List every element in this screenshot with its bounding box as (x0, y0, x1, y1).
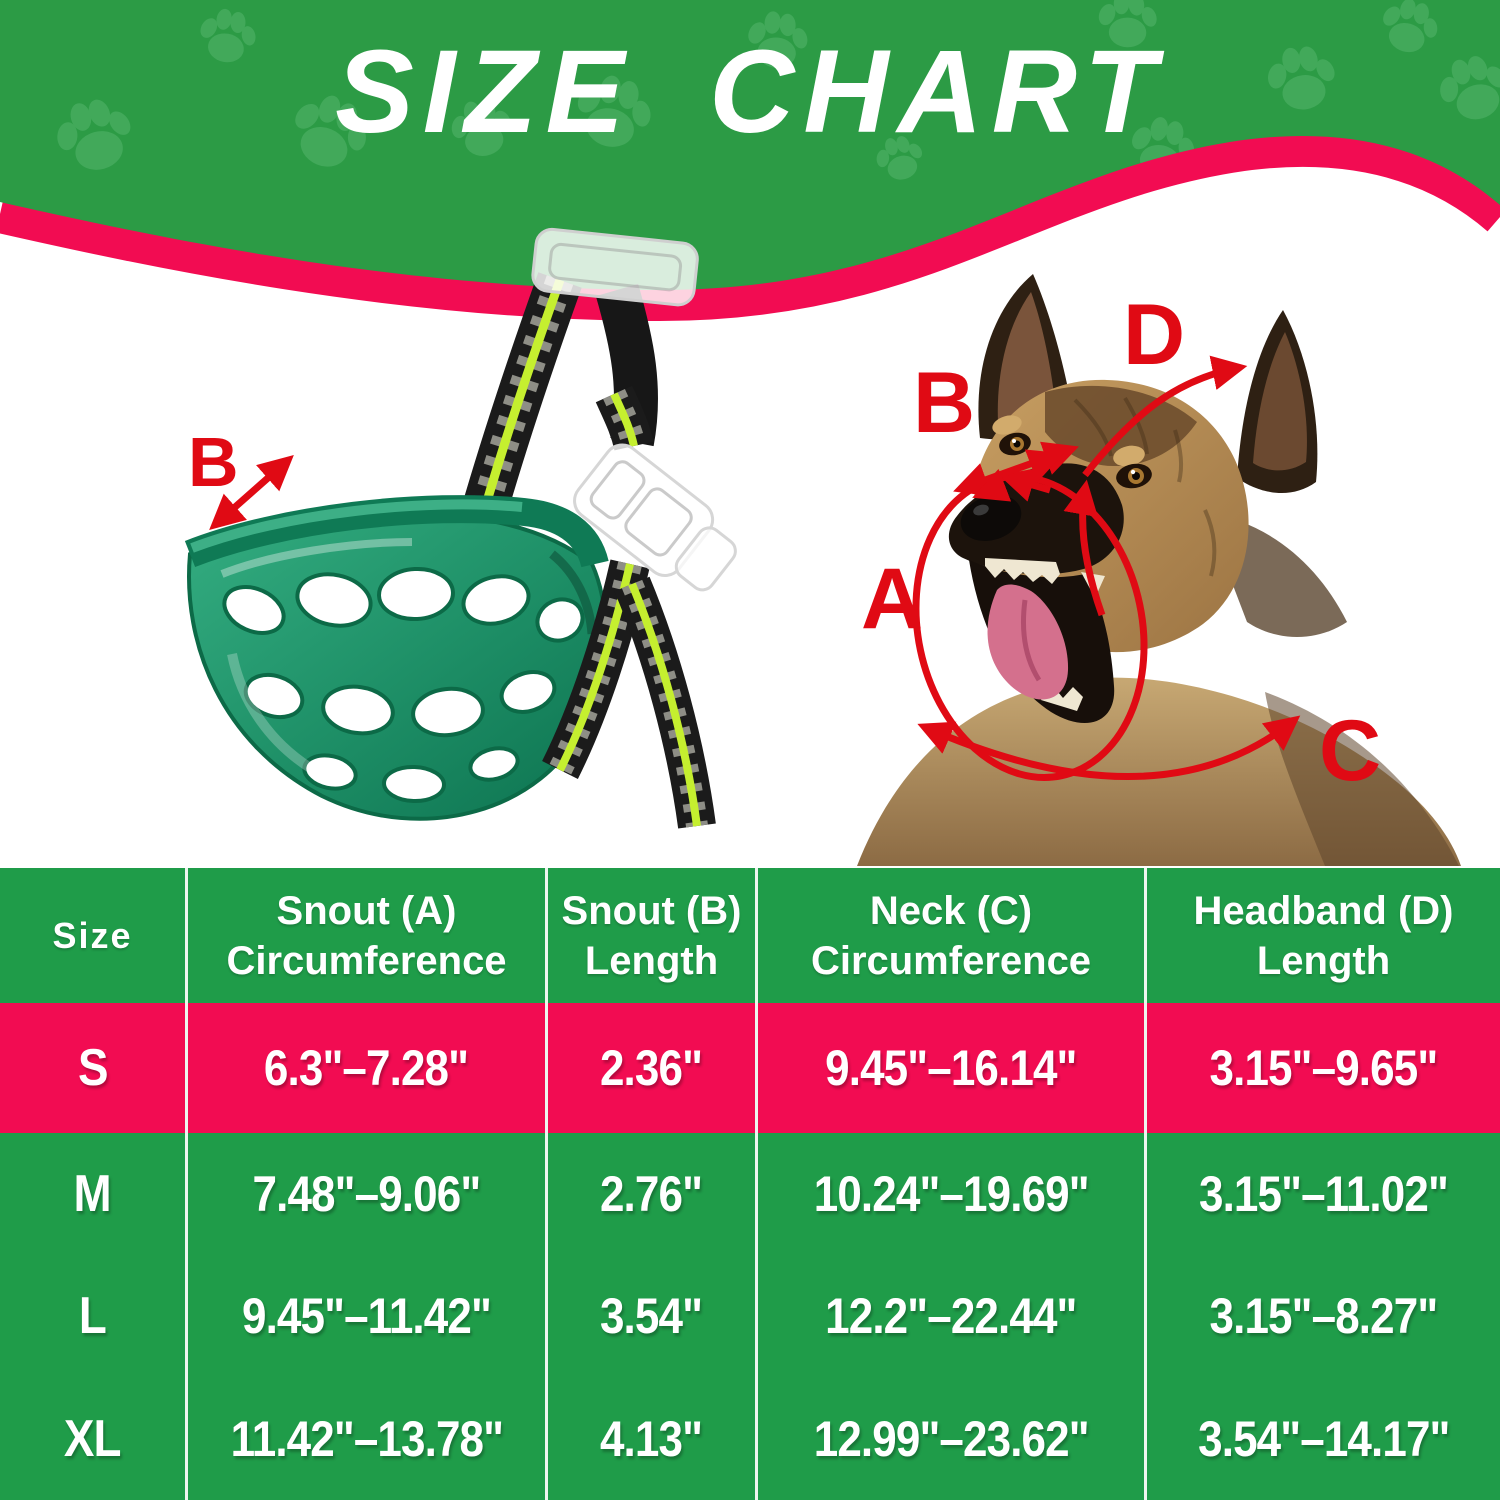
muzzle-snout-length-annotation (188, 423, 286, 523)
muzzle-product-figure (162, 224, 774, 848)
dog-label-a: A (861, 551, 924, 647)
header-headband-length: Headband (D) Length (1147, 868, 1500, 1003)
dog-label-d: D (1123, 287, 1186, 383)
table-row-l-snout-circumference: 9.45"–11.42" (188, 1255, 548, 1377)
header-neck-circumference: Neck (C) Circumference (758, 868, 1147, 1003)
muzzle-basket (189, 504, 605, 818)
dog-measurement-figure (845, 260, 1470, 866)
page-title: SIZE CHART (335, 26, 1165, 158)
muzzle-product-image (162, 224, 774, 848)
table-row-s-snout-length: 2.36" (548, 1003, 758, 1133)
reflective-strap-buckle (614, 394, 634, 446)
header-snout-circumference: Snout (A) Circumference (188, 868, 548, 1003)
table-row-s-size: S (0, 1003, 188, 1133)
table-row-l-snout-length: 3.54" (548, 1255, 758, 1377)
table-row-xl-snout-length: 4.13" (548, 1377, 758, 1500)
snout-length-arrow-chevron (982, 489, 995, 494)
table-row-l-neck-circumference: 12.2"–22.44" (758, 1255, 1147, 1377)
table-row-s-neck-circumference: 9.45"–16.14" (758, 1003, 1147, 1133)
dog-label-c: C (1319, 703, 1382, 799)
table-row-xl-snout-circumference: 11.42"–13.78" (188, 1377, 548, 1500)
reflective-strap-loose-end (632, 584, 697, 826)
table-row-m-headband-length: 3.15"–11.02" (1147, 1133, 1500, 1255)
figures-section (0, 220, 1500, 868)
snout-length-arrow-chevron (1041, 457, 1054, 462)
table-row-m-snout-circumference: 7.48"–9.06" (188, 1133, 548, 1255)
table-row-m-snout-length: 2.76" (548, 1133, 758, 1255)
table-row-l-headband-length: 3.15"–8.27" (1147, 1255, 1500, 1377)
table-row-s-snout-circumference: 6.3"–7.28" (188, 1003, 548, 1133)
table-row-l-size: L (0, 1255, 188, 1377)
table-row-xl-headband-length: 3.54"–14.17" (1147, 1377, 1500, 1500)
size-table (0, 868, 1500, 1500)
table-row-xl-size: XL (0, 1377, 188, 1500)
muzzle-label-b: B (188, 423, 239, 501)
table-row-s-headband-length: 3.15"–9.65" (1147, 1003, 1500, 1133)
table-row-m-size: M (0, 1133, 188, 1255)
table-row-m-neck-circumference: 10.24"–19.69" (758, 1133, 1147, 1255)
dog-measurement-diagram (845, 260, 1470, 866)
header-snout-length: Snout (B) Length (548, 868, 758, 1003)
dog-label-b: B (913, 355, 976, 451)
table-row-xl-neck-circumference: 12.99"–23.62" (758, 1377, 1147, 1500)
header-size: Size (0, 868, 188, 1003)
